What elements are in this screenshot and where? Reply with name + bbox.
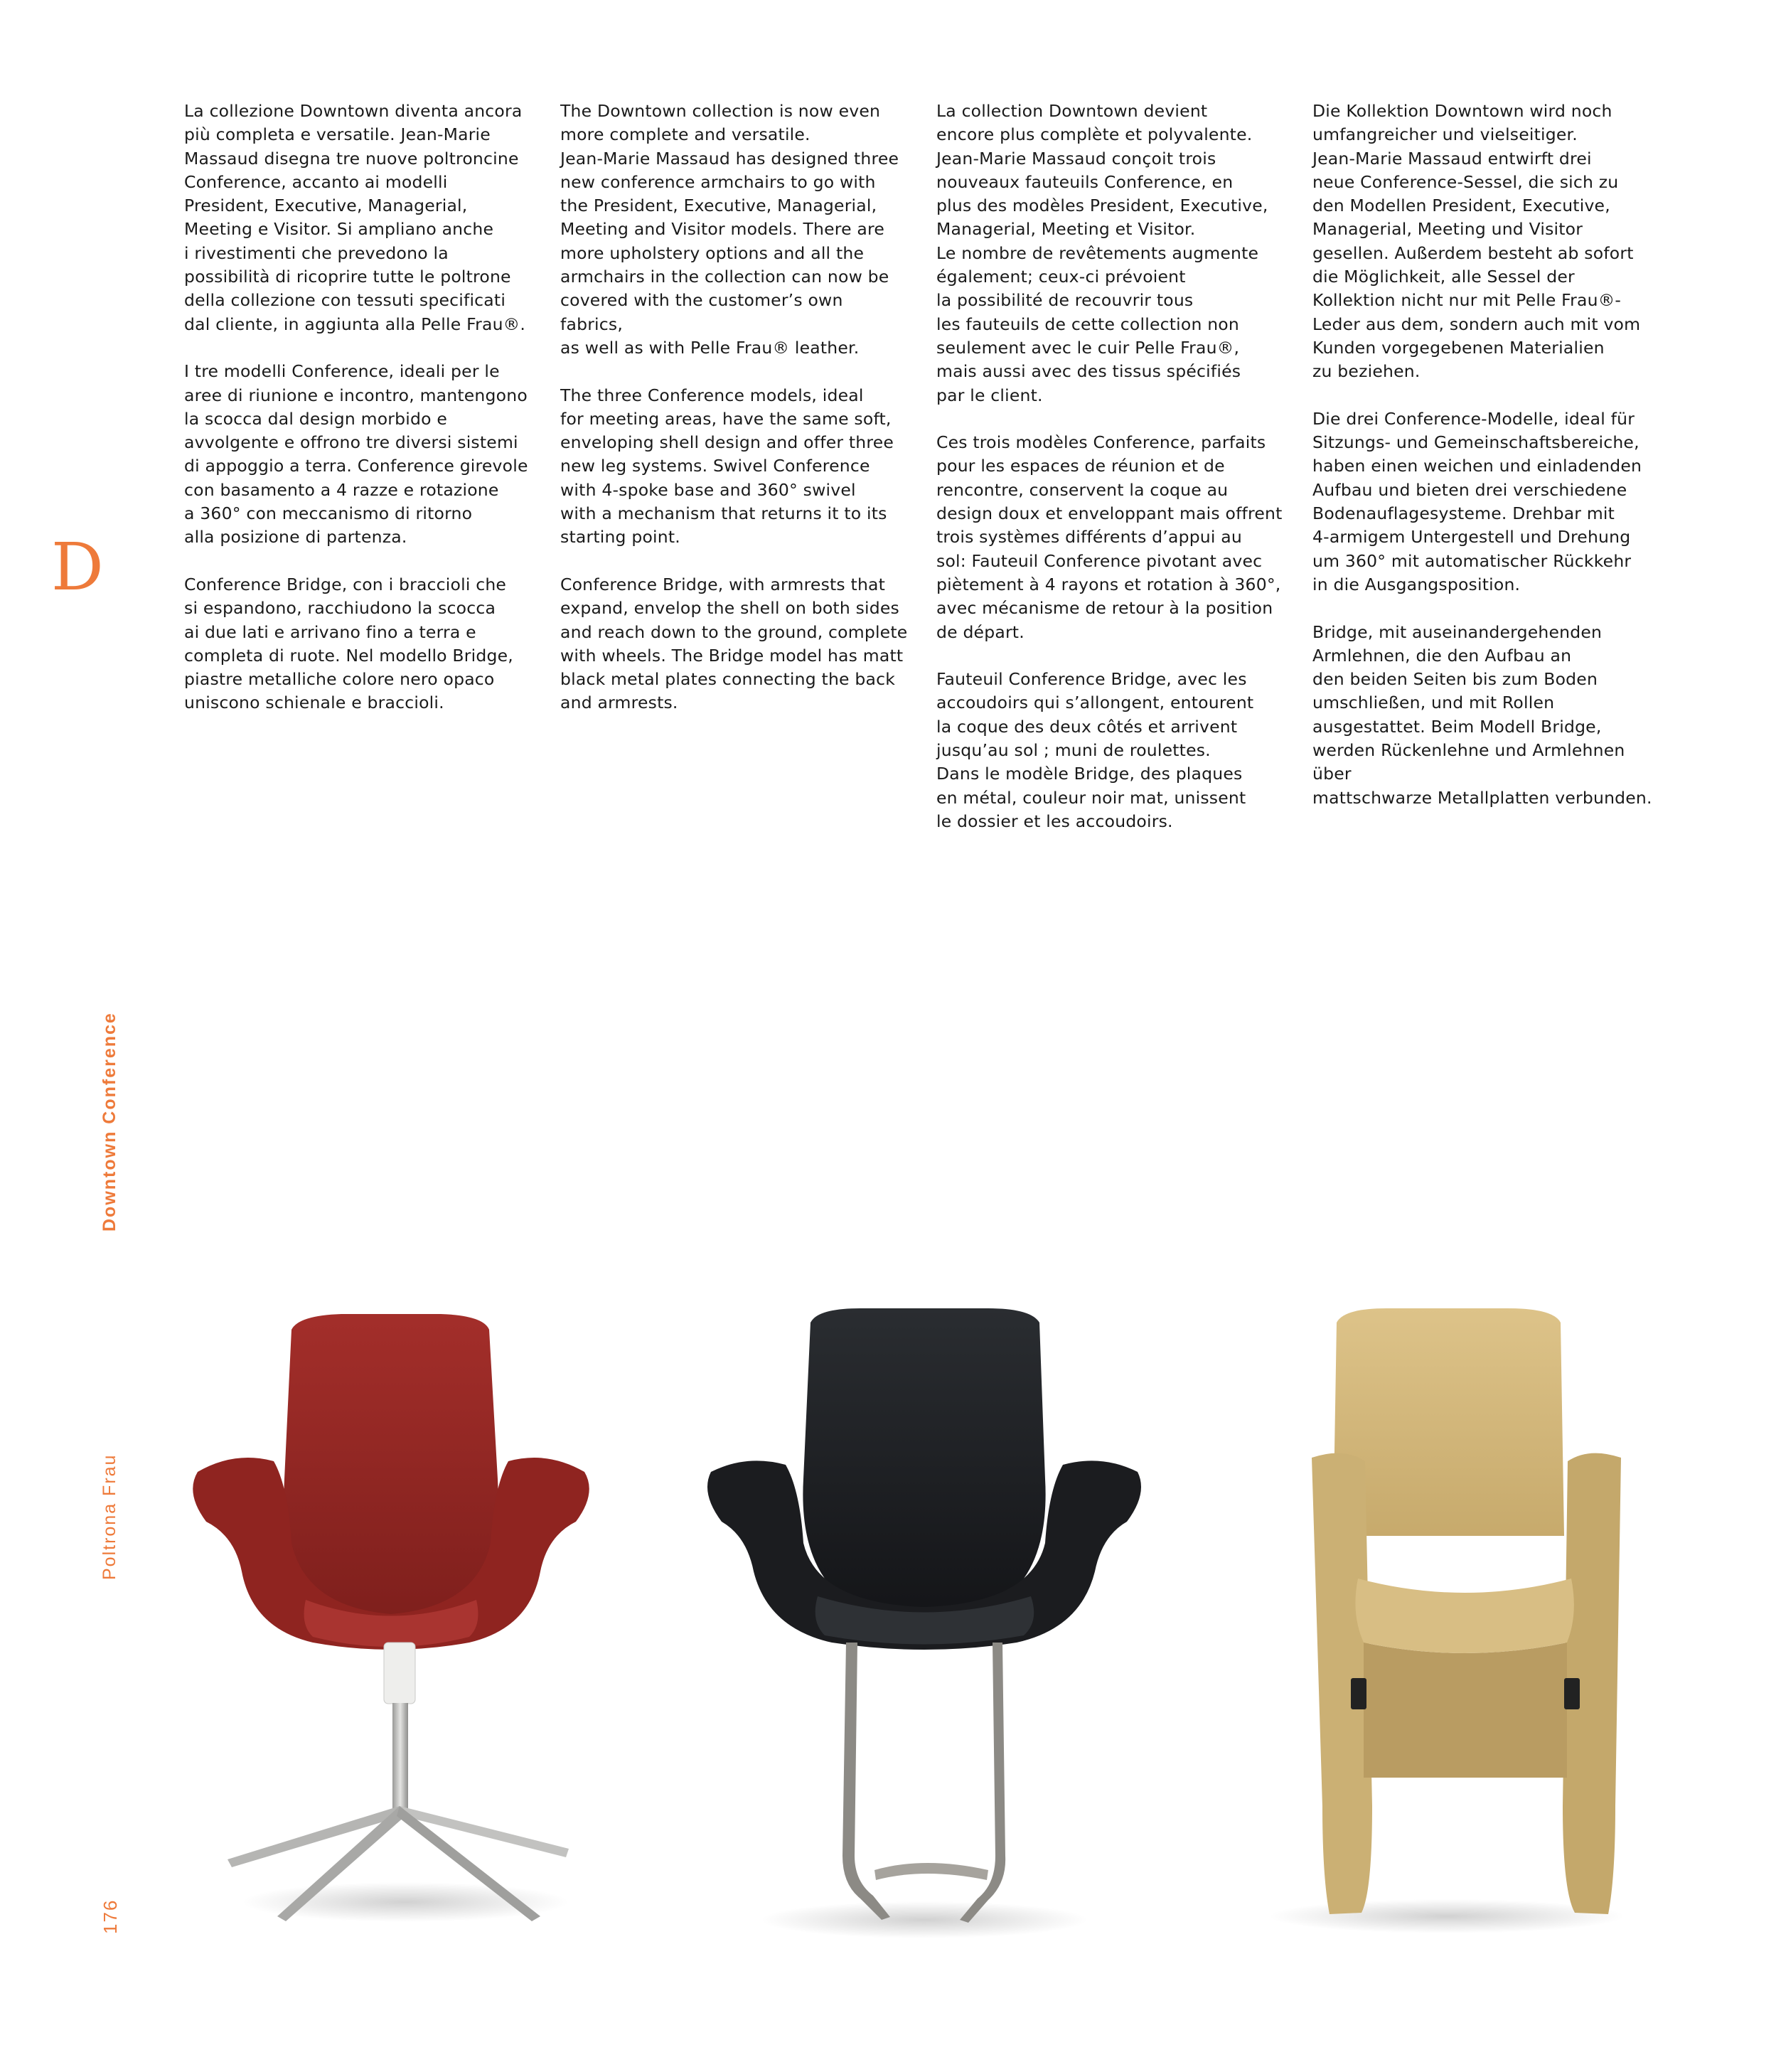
section-initial: D (51, 529, 104, 605)
paragraph: Ces trois modèles Conference, parfaits pour les espaces de réunion et de rencontre, conservent la coque au design doux et enveloppant mais offrent trois systèmes différents d’appui au sol: Fauteuil Conference pivotant avec piètement à 4 rayons et rotation à 360°, avec mécanisme de retour à la position de départ. (936, 432, 1283, 642)
text-column-english (560, 100, 909, 739)
paragraph: I tre modelli Conference, ideali per le aree di riunione e incontro, mantengono la scocca dal design morbido e avvolgente e offrono tre diversi sistemi di appoggio a terra. Conference girevole con basamento a 4 razze e rotazione a 360° con meccanismo di ritorno alla posizione di partenza. (184, 361, 528, 548)
section-label: Downtown Conference (100, 1012, 119, 1232)
paragraph: Fauteuil Conference Bridge, avec les accoudoirs qui s’allongent, entourent la coque des deux côtés et arrivent jusqu’au sol ; muni de roulettes. Dans le modèle Bridge, des plaques en métal, couleur noir mat, unissent le dossier et les accoudoirs. (936, 669, 1254, 831)
paragraph: Conference Bridge, con i braccioli che si espandono, racchiudono la scocca ai due lati e arrivano fino a terra e completa di ruote. Nel modello Bridge, piastre metalliche colore nero opaco uniscono schienale e braccioli. (184, 574, 513, 713)
swivel-conference-chair-red-icon (193, 1314, 589, 1922)
paragraph: Die Kollektion Downtown wird noch umfangreicher und vielseitiger. Jean-Marie Massaud entwirft drei neue Conference-Sessel, die sich zu den Modellen President, Executive, Managerial, Meeting und Visitor gesellen. Außerdem besteht ab sofort die Möglichkeit, alle Sessel der Kollektion nicht nur mit Pelle Frau®- Leder aus dem, sondern auch mit vom Kunden vorgegebenen Materialien zu beziehen. (1312, 101, 1641, 382)
bridge-conference-chair-beige-icon (1269, 1308, 1625, 1933)
text-column-italian (184, 100, 533, 739)
paragraph: Bridge, mit auseinandergehenden Armlehnen, die den Aufbau an den beiden Seiten bis zum Boden umschließen, und mit Rollen ausgestattet. Beim Modell Bridge, werden Rückenlehne und Armlehnen über mattschwarze Metallplatten verbunden. (1312, 621, 1652, 808)
brand-label: Poltrona Frau (100, 1453, 119, 1580)
chairs-photo (142, 1308, 1706, 1948)
paragraph: Die drei Conference-Modelle, ideal für Sitzungs- und Gemeinschaftsbereiche, haben einen weichen und einladenden Aufbau und bieten drei verschiedene Bodenauflagesysteme. Drehbar mit 4-armigem Untergestell und Drehung um 360° mit automatischer Rückkehr in die Ausgangsposition. (1312, 408, 1642, 594)
page-number: 176 (100, 1899, 121, 1934)
paragraph: Conference Bridge, with armrests that expand, envelop the shell on both sides and reach down to the ground, complete with wheels. The Bridge model has matt black metal plates connecting the back and armrests. (560, 574, 908, 713)
paragraph: La collection Downtown devient encore plus complète et polyvalente. Jean-Marie Massaud conçoit trois nouveaux fauteuils Conference, en plus des modèles President, Executive, Managerial, Meeting et Visitor. Le nombre de revêtements augmente également; ceux-ci prévoient la possibilité de recouvrir tous les fauteuils de cette collection non seulement avec le cuir Pelle Frau®, mais aussi avec des tissus spécifiés par le client. (936, 101, 1268, 405)
paragraph: The Downtown collection is now even more complete and versatile. Jean-Marie Massaud has designed three new conference armchairs to go with the President, Executive, Managerial, Meeting and Visitor models. There are more upholstery options and all the armchairs in the collection can now be covered with the customer’s own fabrics, as well as with Pelle Frau® leather. (560, 101, 899, 358)
paragraph: The three Conference models, ideal for meeting areas, have the same soft, enveloping shell design and offer three new leg systems. Swivel Conference with 4-spoke base and 360° swivel with a mechanism that returns it to its starting point. (560, 385, 894, 548)
text-column-german (1312, 100, 1661, 833)
text-column-french (936, 100, 1285, 858)
paragraph: La collezione Downtown diventa ancora più completa e versatile. Jean-Marie Massaud disegna tre nuove poltroncine Conference, accanto ai modelli President, Executive, Managerial, Meeting e Visitor. Si ampliano anche i rivestimenti che prevedono la possibilità di ricoprire tutte le poltrone della collezione con tessuti specificati dal cliente, in aggiunta alla Pelle Frau®. (184, 101, 526, 334)
sled-conference-chair-black-icon (707, 1308, 1141, 1938)
